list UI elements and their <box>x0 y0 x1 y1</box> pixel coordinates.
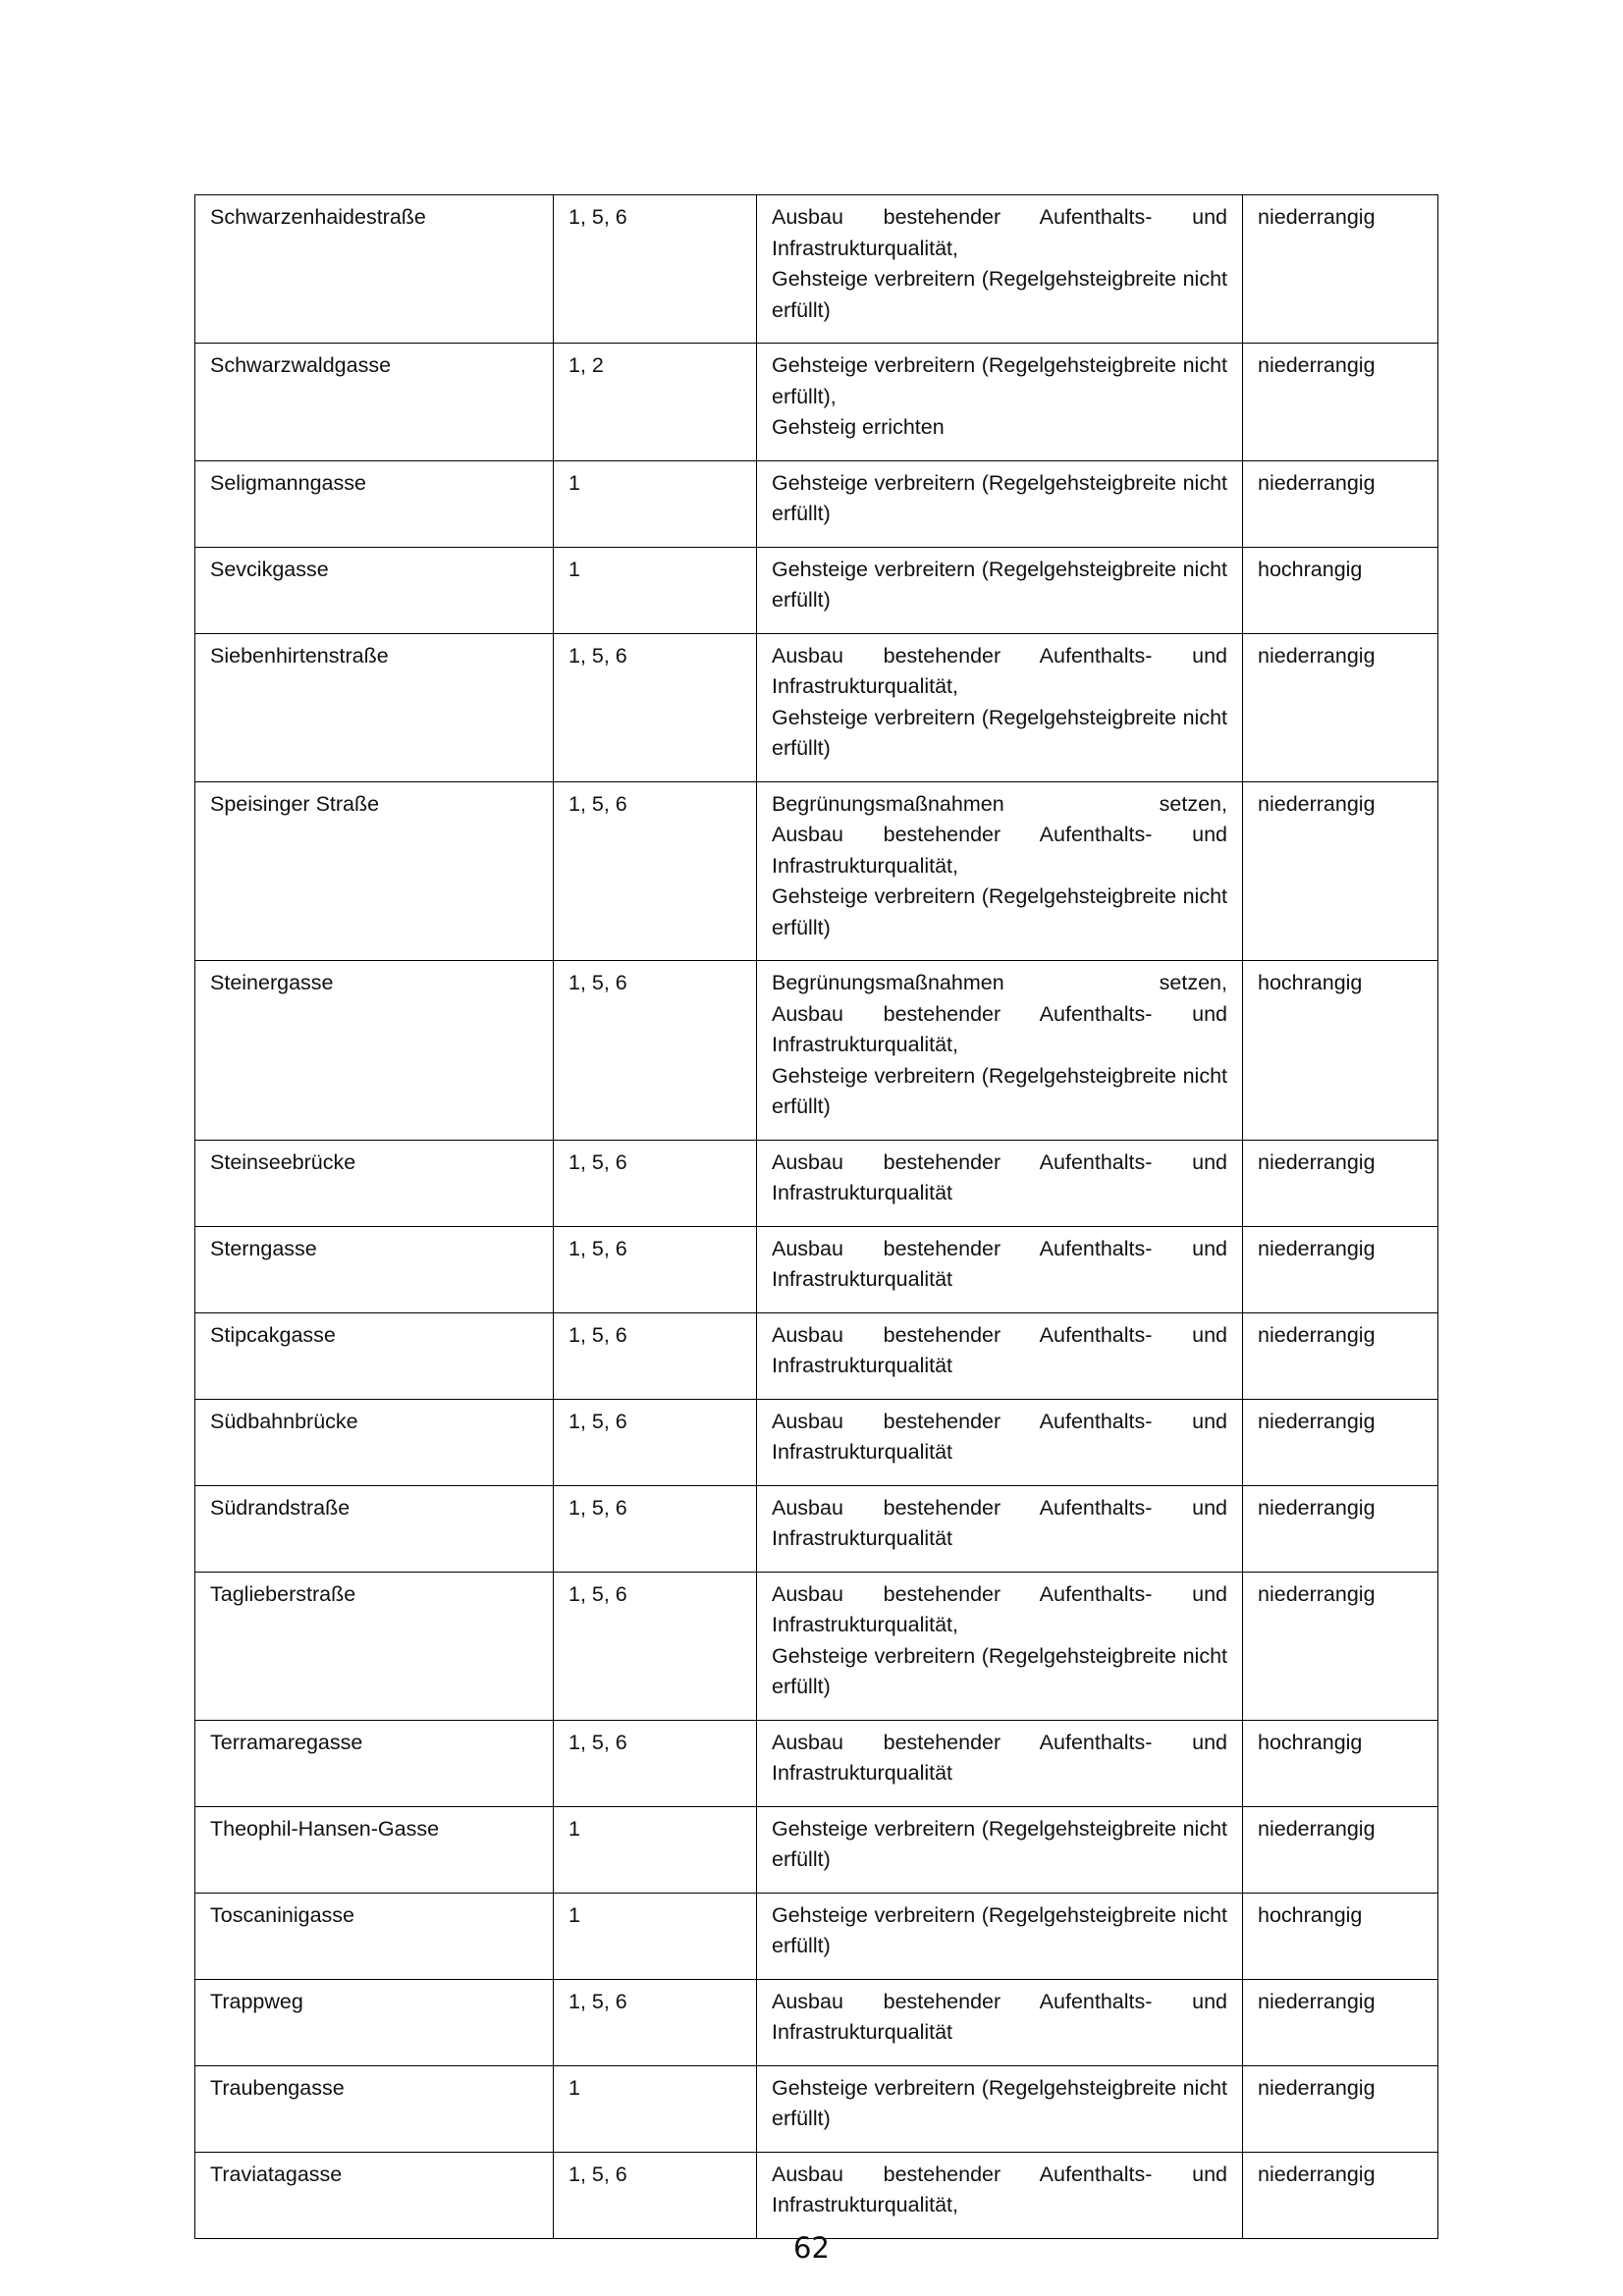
street-name-cell: Schwarzenhaidestraße <box>195 195 554 344</box>
codes-cell: 1, 5, 6 <box>554 633 757 781</box>
measure-line: Ausbau bestehender Aufenthalts- und Infrastrukturqualität, <box>772 2162 1227 2216</box>
measure-line: Ausbau bestehender Aufenthalts- und Infrastrukturqualität, <box>772 205 1227 260</box>
table-row <box>195 633 1438 781</box>
table-row <box>195 2065 1438 2152</box>
street-name-cell: Seligmanngasse <box>195 460 554 547</box>
rank-cell: niederrangig <box>1243 344 1438 461</box>
measure-line: Gehsteige verbreitern (Regelgehsteigbreite nicht erfüllt), <box>772 353 1227 408</box>
street-name-cell: Steinergasse <box>195 961 554 1141</box>
street-name-cell: Toscaninigasse <box>195 1893 554 1979</box>
codes-cell: 1 <box>554 460 757 547</box>
rank-cell: niederrangig <box>1243 1572 1438 1720</box>
codes-cell: 1, 5, 6 <box>554 781 757 961</box>
street-name-cell: Steinseebrücke <box>195 1140 554 1226</box>
measure-line: Gehsteige verbreitern (Regelgehsteigbreite nicht erfüllt) <box>772 2075 1227 2130</box>
rank-cell: niederrangig <box>1243 1399 1438 1485</box>
codes-cell: 1 <box>554 547 757 633</box>
rank-cell: niederrangig <box>1243 1226 1438 1312</box>
measures-cell <box>757 344 1243 461</box>
rank-cell: niederrangig <box>1243 2152 1438 2238</box>
rank-cell: hochrangig <box>1243 1720 1438 1806</box>
codes-cell: 1, 5, 6 <box>554 1572 757 1720</box>
measures-cell <box>757 781 1243 961</box>
codes-cell: 1, 5, 6 <box>554 1140 757 1226</box>
measure-line: Gehsteige verbreitern (Regelgehsteigbreite nicht erfüllt) <box>772 1063 1227 1118</box>
codes-cell: 1, 5, 6 <box>554 195 757 344</box>
table-row <box>195 1979 1438 2065</box>
table-row <box>195 195 1438 344</box>
rank-cell: niederrangig <box>1243 1979 1438 2065</box>
measures-cell <box>757 1979 1243 2065</box>
codes-cell: 1 <box>554 1806 757 1893</box>
street-name-cell: Traviatagasse <box>195 2152 554 2238</box>
measure-line: Gehsteige verbreitern (Regelgehsteigbreite nicht erfüllt) <box>772 470 1227 525</box>
measure-line: Gehsteige verbreitern (Regelgehsteigbreite nicht erfüllt) <box>772 1816 1227 1871</box>
street-name-cell: Stipcakgasse <box>195 1312 554 1399</box>
measures-cell <box>757 1485 1243 1572</box>
measures-cell <box>757 1312 1243 1399</box>
table-row <box>195 1399 1438 1485</box>
street-name-cell: Theophil-Hansen-Gasse <box>195 1806 554 1893</box>
measure-line: Gehsteige verbreitern (Regelgehsteigbreite nicht erfüllt) <box>772 557 1227 612</box>
table-row <box>195 1140 1438 1226</box>
table-row <box>195 344 1438 461</box>
measure-line: Ausbau bestehender Aufenthalts- und Infrastrukturqualität <box>772 1236 1227 1291</box>
measures-cell <box>757 1226 1243 1312</box>
street-name-cell: Terramaregasse <box>195 1720 554 1806</box>
rank-cell: hochrangig <box>1243 547 1438 633</box>
rank-cell: hochrangig <box>1243 1893 1438 1979</box>
codes-cell: 1, 5, 6 <box>554 1226 757 1312</box>
street-name-cell: Taglieberstraße <box>195 1572 554 1720</box>
measures-cell <box>757 1399 1243 1485</box>
measures-cell <box>757 1806 1243 1893</box>
measure-line: Begrünungsmaßnahmen setzen, <box>772 791 1227 816</box>
street-name-cell: Speisinger Straße <box>195 781 554 961</box>
codes-cell: 1, 5, 6 <box>554 2152 757 2238</box>
measure-line: Ausbau bestehender Aufenthalts- und Infrastrukturqualität <box>772 1730 1227 1785</box>
measures-cell <box>757 195 1243 344</box>
measure-line: Gehsteige verbreitern (Regelgehsteigbreite nicht erfüllt) <box>772 267 1227 322</box>
rank-cell: niederrangig <box>1243 1806 1438 1893</box>
codes-cell: 1 <box>554 1893 757 1979</box>
measure-line: Ausbau bestehender Aufenthalts- und Infrastrukturqualität <box>772 1989 1227 2044</box>
street-measures-table <box>194 194 1438 2239</box>
measures-cell <box>757 1140 1243 1226</box>
codes-cell: 1, 5, 6 <box>554 1399 757 1485</box>
codes-cell: 1, 5, 6 <box>554 1720 757 1806</box>
rank-cell: niederrangig <box>1243 460 1438 547</box>
measure-line: Ausbau bestehender Aufenthalts- und Infrastrukturqualität, <box>772 823 1227 878</box>
rank-cell: niederrangig <box>1243 1140 1438 1226</box>
codes-cell: 1, 5, 6 <box>554 1485 757 1572</box>
measures-cell <box>757 547 1243 633</box>
codes-cell: 1, 5, 6 <box>554 1312 757 1399</box>
measure-line: Ausbau bestehender Aufenthalts- und Infrastrukturqualität, <box>772 1581 1227 1636</box>
measure-line: Gehsteige verbreitern (Regelgehsteigbreite nicht erfüllt) <box>772 884 1227 939</box>
rank-cell: niederrangig <box>1243 1312 1438 1399</box>
measures-cell <box>757 1720 1243 1806</box>
table-row <box>195 1572 1438 1720</box>
measure-line: Gehsteige verbreitern (Regelgehsteigbreite nicht erfüllt) <box>772 1902 1227 1957</box>
rank-cell: niederrangig <box>1243 2065 1438 2152</box>
table-row <box>195 1893 1438 1979</box>
measures-cell <box>757 633 1243 781</box>
street-name-cell: Südbahnbrücke <box>195 1399 554 1485</box>
page-number: 62 <box>793 2231 830 2265</box>
measure-line: Ausbau bestehender Aufenthalts- und Infrastrukturqualität <box>772 1322 1227 1377</box>
rank-cell: niederrangig <box>1243 781 1438 961</box>
street-name-cell: Traubengasse <box>195 2065 554 2152</box>
measures-cell <box>757 961 1243 1141</box>
table-row <box>195 1312 1438 1399</box>
measures-cell <box>757 2065 1243 2152</box>
table-row <box>195 1806 1438 1893</box>
codes-cell: 1, 2 <box>554 344 757 461</box>
street-name-cell: Trappweg <box>195 1979 554 2065</box>
rank-cell: niederrangig <box>1243 195 1438 344</box>
measure-line: Ausbau bestehender Aufenthalts- und Infrastrukturqualität, <box>772 1001 1227 1056</box>
measure-line: Gehsteig errichten <box>772 415 945 439</box>
table-row <box>195 961 1438 1141</box>
street-name-cell: Siebenhirtenstraße <box>195 633 554 781</box>
measure-line: Ausbau bestehender Aufenthalts- und Infrastrukturqualität, <box>772 643 1227 698</box>
measures-cell <box>757 1893 1243 1979</box>
measure-line: Begrünungsmaßnahmen setzen, <box>772 971 1227 994</box>
codes-cell: 1, 5, 6 <box>554 1979 757 2065</box>
measure-line: Ausbau bestehender Aufenthalts- und Infrastrukturqualität <box>772 1495 1227 1550</box>
measure-line: Ausbau bestehender Aufenthalts- und Infrastrukturqualität <box>772 1409 1227 1464</box>
measure-line: Ausbau bestehender Aufenthalts- und Infrastrukturqualität <box>772 1149 1227 1204</box>
codes-cell: 1 <box>554 2065 757 2152</box>
measures-cell <box>757 1572 1243 1720</box>
street-name-cell: Sterngasse <box>195 1226 554 1312</box>
table-row <box>195 781 1438 961</box>
table-row <box>195 2152 1438 2238</box>
rank-cell: niederrangig <box>1243 1485 1438 1572</box>
table-row <box>195 460 1438 547</box>
street-name-cell: Sevcikgasse <box>195 547 554 633</box>
table-row <box>195 1226 1438 1312</box>
measures-cell <box>757 460 1243 547</box>
rank-cell: niederrangig <box>1243 633 1438 781</box>
codes-cell: 1, 5, 6 <box>554 961 757 1141</box>
table-row <box>195 1720 1438 1806</box>
street-name-cell: Schwarzwaldgasse <box>195 344 554 461</box>
street-name-cell: Südrandstraße <box>195 1485 554 1572</box>
measure-line: Gehsteige verbreitern (Regelgehsteigbreite nicht erfüllt) <box>772 1643 1227 1698</box>
table-row <box>195 547 1438 633</box>
measures-cell <box>757 2152 1243 2238</box>
table-row <box>195 1485 1438 1572</box>
measure-line: Gehsteige verbreitern (Regelgehsteigbreite nicht erfüllt) <box>772 705 1227 760</box>
rank-cell: hochrangig <box>1243 961 1438 1141</box>
